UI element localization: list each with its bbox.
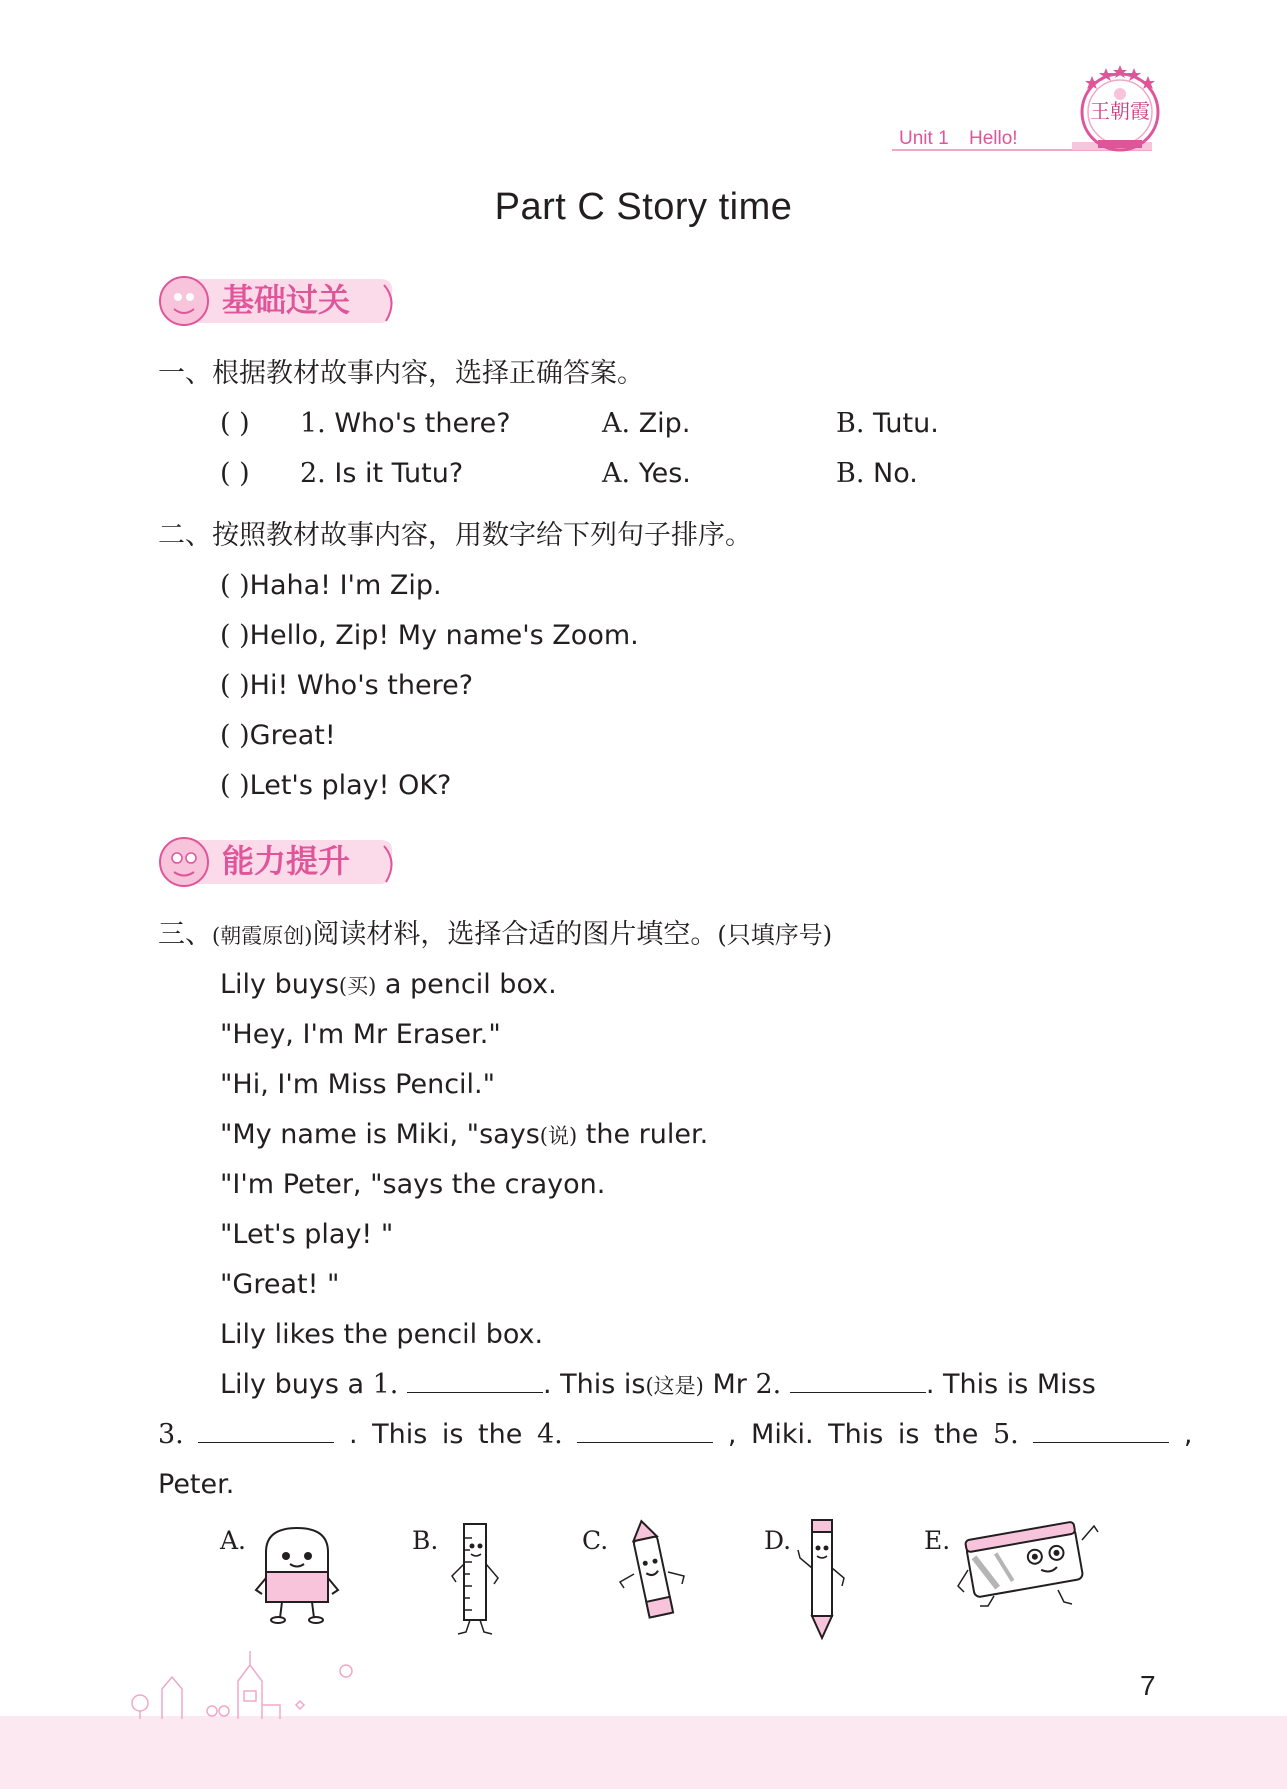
q1-item-1-option-b: B. Tutu. bbox=[836, 408, 939, 439]
q2-item-1: ( )Haha! I'm Zip. bbox=[220, 570, 442, 601]
fill-line-2: 3. . This is the 4. , Miki. This is the 5. , bbox=[158, 1419, 1193, 1450]
story-line-2: "Hey, I'm Mr Eraser." bbox=[220, 1019, 501, 1050]
answer-blank-5[interactable] bbox=[1033, 1438, 1169, 1443]
question-3-heading: 三、(朝霞原创)阅读材料，选择合适的图片填空。(只填序号) bbox=[158, 919, 833, 950]
story-line-1: Lily buys(买) a pencil box. bbox=[220, 969, 557, 1000]
story-line-4: "My name is Miki, "says(说) the ruler. bbox=[220, 1119, 709, 1150]
pencil-box-character-icon bbox=[954, 1518, 1102, 1610]
question-1-heading: 一、根据教材故事内容，选择正确答案。 bbox=[158, 358, 644, 389]
eraser-character-icon bbox=[252, 1522, 342, 1626]
q1-item-2-paren: ( ) bbox=[220, 458, 250, 489]
brand-name: 王朝霞 bbox=[1090, 99, 1150, 123]
story-line-5: "I'm Peter, "says the crayon. bbox=[220, 1169, 606, 1200]
ruler-character-icon bbox=[444, 1518, 510, 1638]
answer-blank-2[interactable] bbox=[790, 1388, 926, 1393]
q2-item-4: ( )Great! bbox=[220, 720, 336, 751]
footer-band bbox=[0, 1716, 1287, 1789]
q2-item-2: ( )Hello, Zip! My name's Zoom. bbox=[220, 620, 639, 651]
castle-decoration-icon bbox=[120, 1645, 420, 1720]
fill-line-1: Lily buys a 1. . This is(这是) Mr 2. . This is Miss bbox=[220, 1369, 1096, 1400]
section-banner-basics-label: 基础过关 bbox=[222, 281, 351, 319]
q2-item-3: ( )Hi! Who's there? bbox=[220, 670, 474, 701]
picture-c-label: C. bbox=[582, 1526, 609, 1555]
answer-blank-4[interactable] bbox=[577, 1438, 713, 1443]
story-line-7: "Great! " bbox=[220, 1269, 340, 1300]
header-title: Hello! bbox=[969, 128, 1018, 149]
story-line-8: Lily likes the pencil box. bbox=[220, 1319, 544, 1350]
q1-item-1-paren: ( ) bbox=[220, 408, 250, 439]
question-2-heading: 二、按照教材故事内容，用数字给下列句子排序。 bbox=[158, 520, 752, 551]
page-number: 7 bbox=[1140, 1670, 1156, 1701]
q1-item-1-option-a: A. Zip. bbox=[602, 408, 691, 439]
answer-blank-1[interactable] bbox=[407, 1388, 543, 1393]
q1-item-2-question: 2. Is it Tutu? bbox=[300, 458, 464, 489]
pencil-character-icon bbox=[794, 1514, 850, 1644]
picture-b-label: B. bbox=[412, 1526, 439, 1555]
q1-item-2-option-b: B. No. bbox=[836, 458, 918, 489]
q1-item-2-option-a: A. Yes. bbox=[602, 458, 691, 489]
picture-d-label: D. bbox=[764, 1526, 792, 1555]
story-line-6: "Let's play! " bbox=[220, 1219, 394, 1250]
header-unit: Unit 1 bbox=[899, 128, 949, 149]
story-line-3: "Hi, I'm Miss Pencil." bbox=[220, 1069, 496, 1100]
crayon-character-icon bbox=[612, 1516, 692, 1626]
section-banner-advanced-label: 能力提升 bbox=[222, 842, 351, 880]
page-title: Part C Story time bbox=[494, 186, 793, 228]
answer-blank-3[interactable] bbox=[198, 1438, 334, 1443]
picture-e-label: E. bbox=[924, 1526, 951, 1555]
fill-line-3: Peter. bbox=[158, 1469, 235, 1500]
picture-a-label: A. bbox=[220, 1526, 247, 1555]
q2-item-5: ( )Let's play! OK? bbox=[220, 770, 452, 801]
q1-item-1-question: 1. Who's there? bbox=[300, 408, 511, 439]
